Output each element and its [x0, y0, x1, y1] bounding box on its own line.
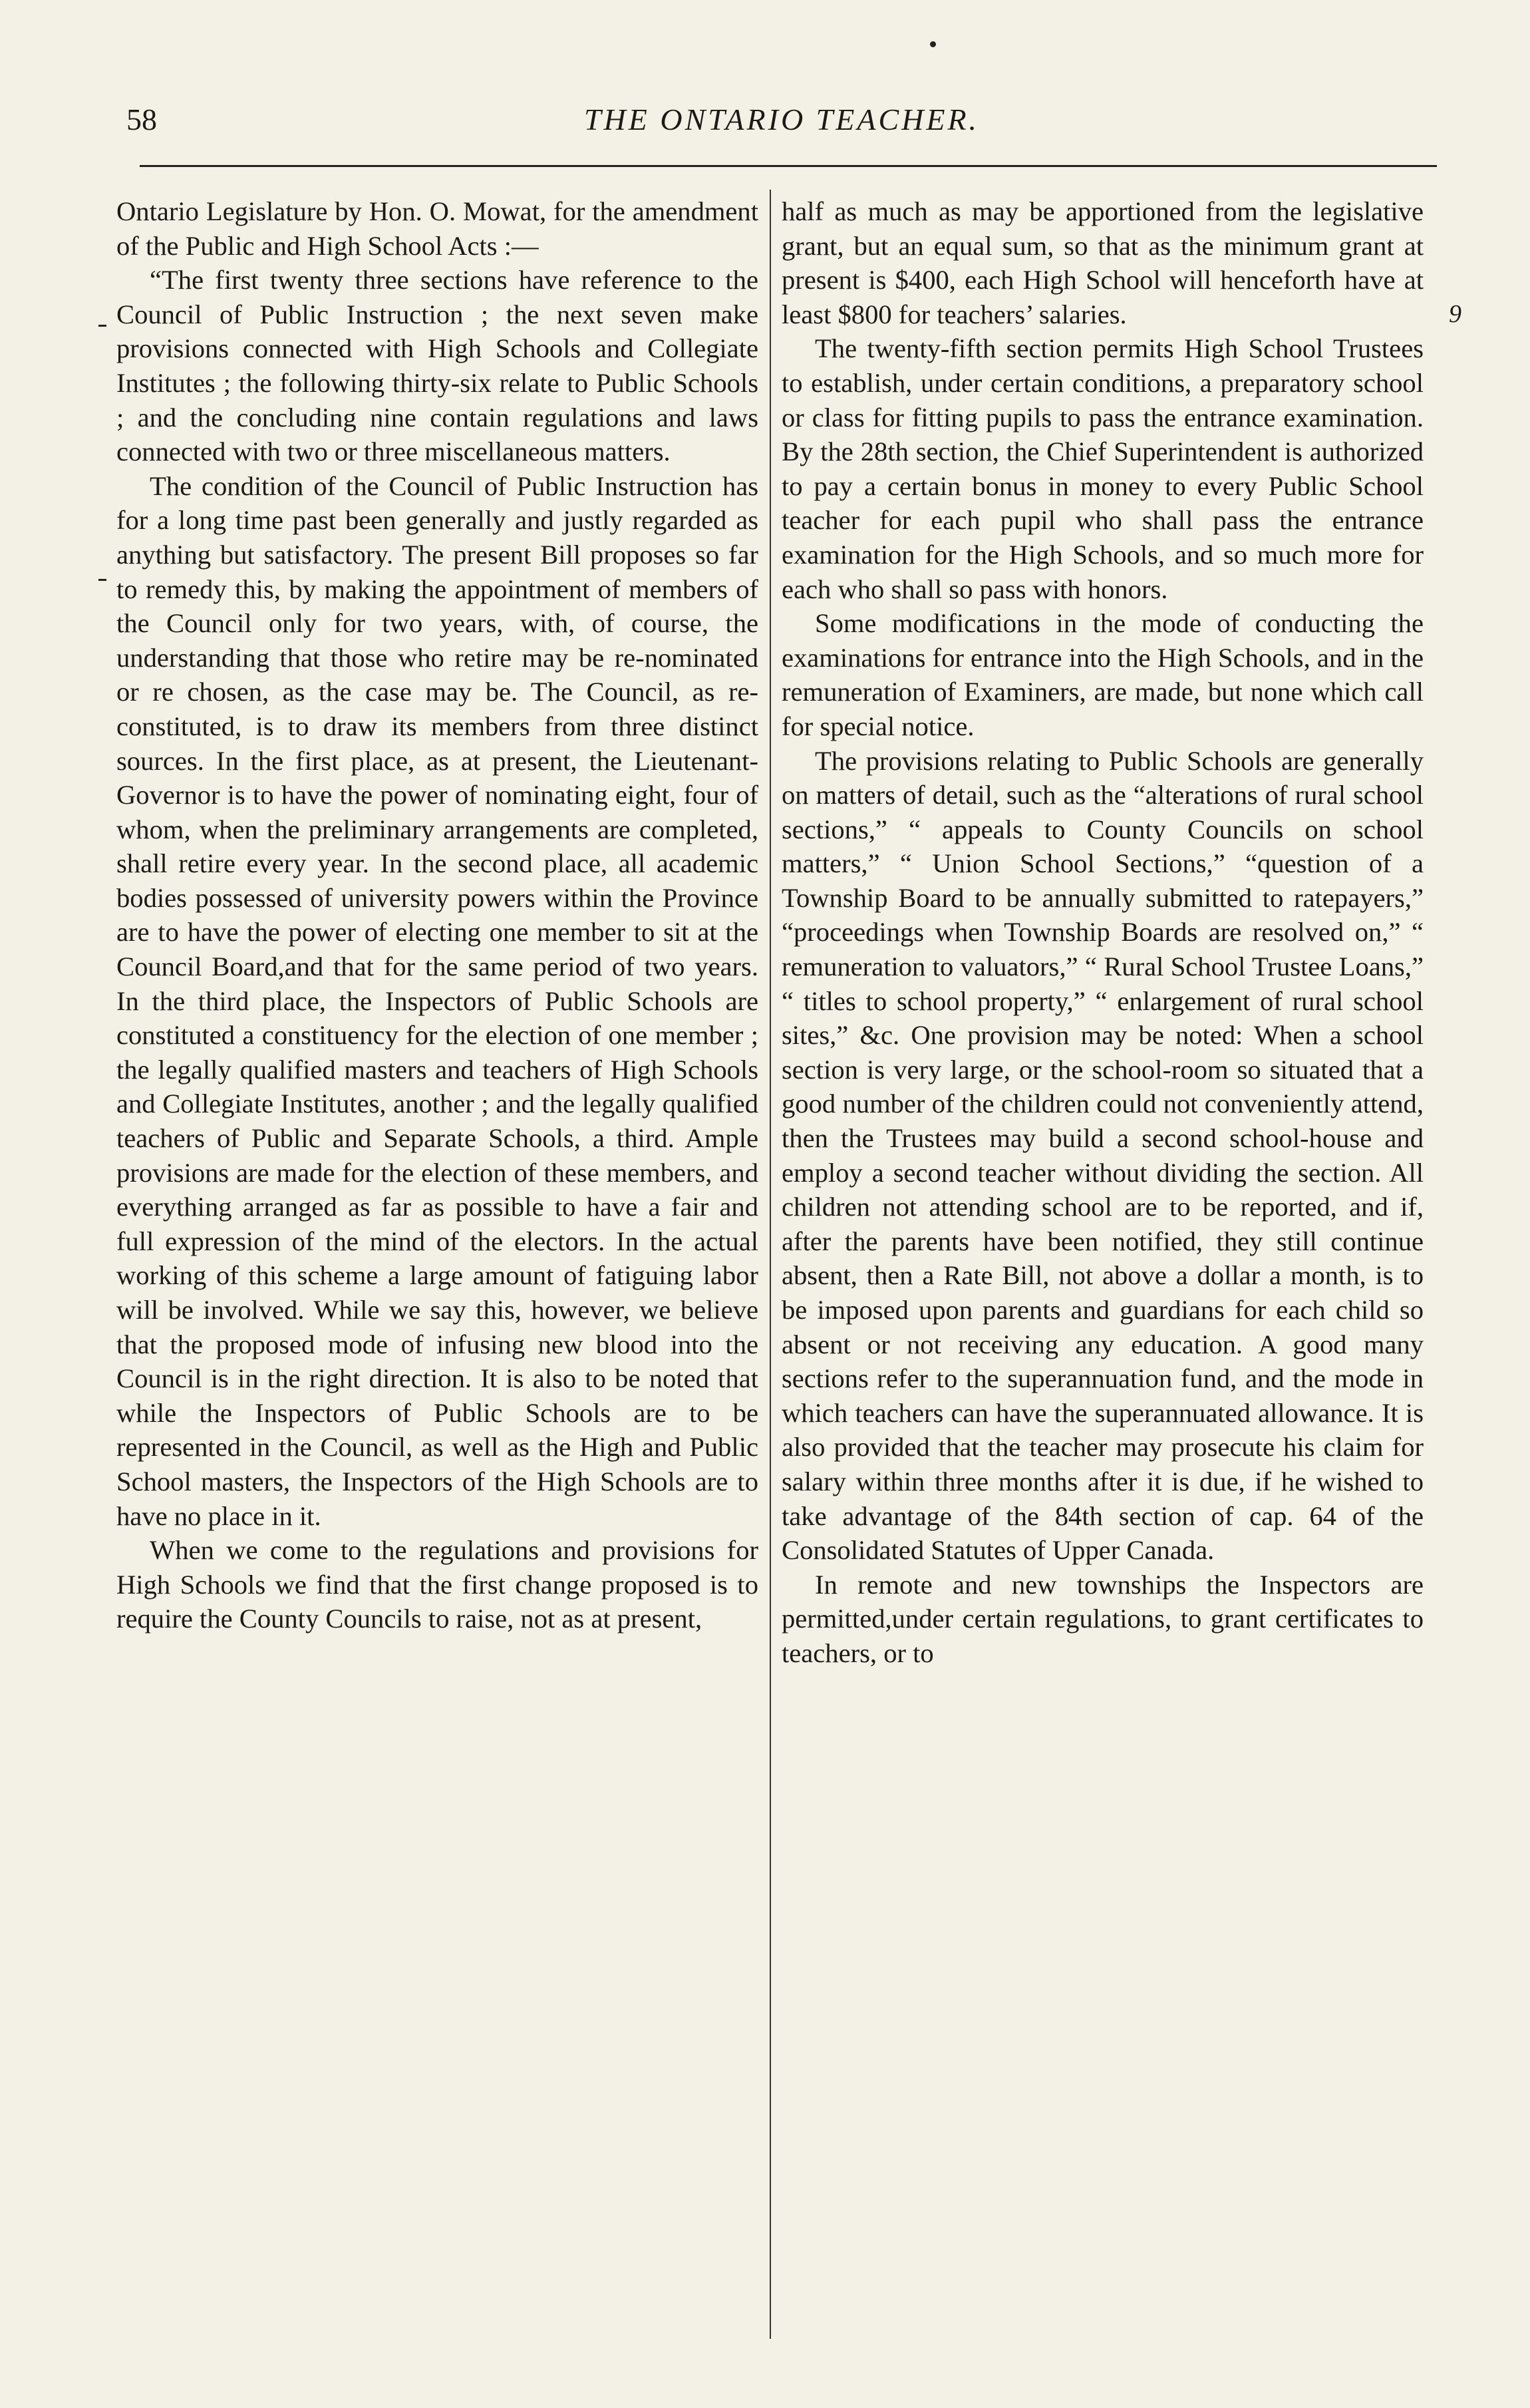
- paragraph: half as much as may be apportioned from the legislative grant, but an equal sum, so that as the minimum grant at present is $400, each High School will henceforth have at least $800 for teachers’ salaries.: [782, 196, 1424, 329]
- column-divider: [770, 190, 771, 2339]
- paragraph: Some modifications in the mode of conducting the examinations for entrance into the High Schools, and in the remuneration of Examiners, are made, but none which call for special notice.: [782, 608, 1424, 741]
- margin-tick-mark: [98, 325, 106, 327]
- paragraph: The twenty-fifth section permits High School Trustees to establish, under certain conditions, a preparatory school or class for fitting pupils to pass the entrance examination. By the 28th section, the Chief Superintendent is authorized to pay a certain bonus in money to every Public School teacher for each pupil who shall pass the entrance examination for the High Schools, and so much more for each who shall so pass with honors.: [782, 333, 1424, 604]
- page-header: [126, 100, 1437, 153]
- left-column: [116, 194, 758, 2337]
- margin-hook-mark: 9: [1449, 300, 1461, 328]
- paragraph: When we come to the regulations and provisions for High Schools we find that the first change proposed is to require the County Councils to raise, not as at present,: [116, 1535, 758, 1634]
- ink-dot-mark: [930, 41, 936, 47]
- paragraph: Ontario Legislature by Hon. O. Mowat, for the amendment of the Public and High School Acts :—: [116, 196, 758, 261]
- page-number: 58: [126, 102, 157, 136]
- running-title: THE ONTARIO TEACHER.: [583, 102, 980, 136]
- paragraph: The provisions relating to Public Schools are generally on matters of detail, such as the “alterations of rural school sections,” “ appeals to County Councils on school matters,” “ Union School Sections,” “question of a Township Board to be annually submitted to ratepayers,” “proceedings when Township Boards are resolved on,” “ remuneration to valuators,” “ Rural School Trustee Loans,” “ titles to school property,” “ enlargement of rural school sites,” &c. One provision may be noted: When a school section is very large, or the school-room so situated that a good number of the children could not conveniently attend, then the Trustees may build a second school-house and employ a second teacher without dividing the section. All children not attending school are to be reported, and if, after the parents have been notified, they still continue absent, then a Rate Bill, not above a dollar a month, is to be imposed upon parents and guardians for each child so absent or not receiving any education. A good many sections refer to the superannuation fund, and the mode in which teachers can have the superannuated allowance. It is also provided that the teacher may prosecute his claim for salary within three months after it is due, if he wished to take advantage of the 84th section of cap. 64 of the Consolidated Statutes of Upper Canada.: [782, 745, 1424, 1566]
- right-column: [782, 194, 1424, 2337]
- paragraph: “The first twenty three sections have reference to the Council of Public Instruction ; the next seven make provisions connected with High Schools and Collegiate Institutes ; the following thirty-six relate to Public Schools ; and the concluding nine contain regulations and laws connected with two or three miscellaneous matters.: [116, 265, 758, 467]
- margin-tick-mark: [98, 579, 106, 581]
- header-rule: [140, 165, 1437, 167]
- paragraph: The condition of the Council of Public Instruction has for a long time past been generally and justly regarded as anything but satisfactory. The present Bill proposes so far to remedy this, by making the appointment of members of the Council only for two years, with, of course, the understanding that those who retire may be re-nominated or re chosen, as the case may be. The Council, as re-constituted, is to draw its members from three distinct sources. In the first place, as at present, the Lieutenant-Governor is to have the power of nominating eight, four of whom, when the preliminary arrangements are completed, shall retire every year. In the second place, all academic bodies possessed of university powers within the Province are to have the power of electing one member to sit at the Council Board,and that for the same period of two years. In the third place, the Inspectors of Public Schools are constituted a constituency for the election of one member ; the legally qualified masters and teachers of High Schools and Collegiate Institutes, another ; and the legally qualified teachers of Public and Separate Schools, a third. Ample provisions are made for the election of these members, and everything arranged as far as possible to have a fair and full expression of the mind of the electors. In the actual working of this scheme a large amount of fatiguing labor will be involved. While we say this, however, we believe that the proposed mode of infusing new blood into the Council is in the right direction. It is also to be noted that while the Inspectors of Public Schools are to be represented in the Council, as well as the High and Public School masters, the Inspectors of the High Schools are to have no place in it.: [116, 470, 758, 1531]
- paragraph: In remote and new townships the Inspectors are permitted,under certain regulations, to grant certificates to teachers, or to: [782, 1569, 1424, 1668]
